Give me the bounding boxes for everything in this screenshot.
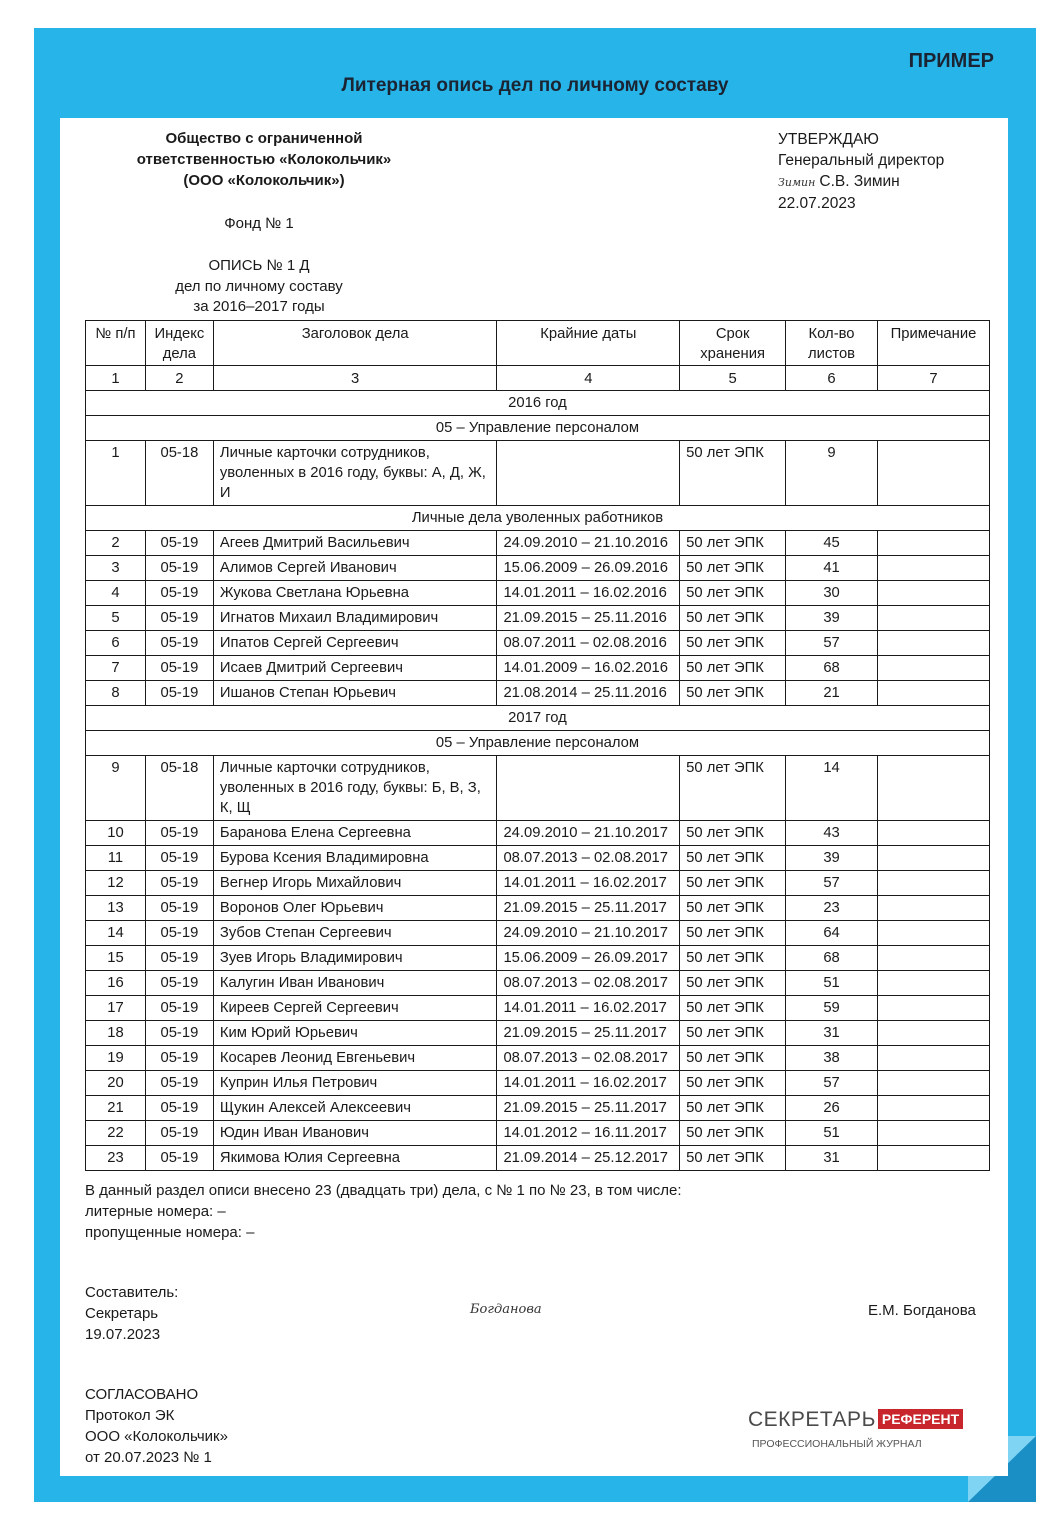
table-row (86, 921, 990, 946)
inventory-period: за 2016–2017 годы (193, 298, 325, 315)
cell-title: Юдин Иван Иванович (213, 1121, 497, 1146)
cell-sheets: 26 (786, 1096, 878, 1121)
cell-sheets: 51 (786, 1121, 878, 1146)
cell-note (878, 756, 990, 821)
cell-dates: 14.01.2011 – 16.02.2017 (497, 1071, 680, 1096)
cell-n: 22 (86, 1121, 146, 1146)
cell-dates: 15.06.2009 – 26.09.2017 (497, 946, 680, 971)
approver-position: Генеральный директор (778, 152, 945, 169)
table-body (86, 391, 990, 1171)
cell-title: Косарев Леонид Евгеньевич (213, 1046, 497, 1071)
cell-dates: 24.09.2010 – 21.10.2016 (497, 531, 680, 556)
cell-dates: 21.09.2014 – 25.12.2017 (497, 1146, 680, 1171)
cell-n: 13 (86, 896, 146, 921)
cell-n: 7 (86, 656, 146, 681)
cell-idx: 05-19 (145, 581, 213, 606)
cell-sheets: 38 (786, 1046, 878, 1071)
cell-note (878, 556, 990, 581)
table-row (86, 606, 990, 631)
table-row (86, 581, 990, 606)
cell-n: 17 (86, 996, 146, 1021)
cell-note (878, 656, 990, 681)
cell-sheets: 45 (786, 531, 878, 556)
cell-idx: 05-19 (145, 1121, 213, 1146)
table-row (86, 821, 990, 846)
cell-title: Щукин Алексей Алексеевич (213, 1096, 497, 1121)
org-line: ответственностью «Колокольчик» (136, 151, 392, 168)
section-row (86, 416, 990, 441)
cell-term: 50 лет ЭПК (680, 756, 786, 821)
cell-n: 11 (86, 846, 146, 871)
cell-sheets: 21 (786, 681, 878, 706)
cell-note (878, 631, 990, 656)
cell-dates: 21.09.2015 – 25.11.2017 (497, 896, 680, 921)
cell-sheets: 41 (786, 556, 878, 581)
cell-term: 50 лет ЭПК (680, 946, 786, 971)
cell-n: 2 (86, 531, 146, 556)
column-number-row (86, 366, 990, 391)
cell-term: 50 лет ЭПК (680, 441, 786, 506)
cell-term: 50 лет ЭПК (680, 996, 786, 1021)
cell-note (878, 1046, 990, 1071)
table-header-row (86, 321, 990, 366)
table-row (86, 656, 990, 681)
cell-term: 50 лет ЭПК (680, 971, 786, 996)
table-row (86, 946, 990, 971)
cell-idx: 05-19 (145, 996, 213, 1021)
section-row (86, 706, 990, 731)
table-row (86, 1071, 990, 1096)
cell-sheets: 9 (786, 441, 878, 506)
table-row (86, 441, 990, 506)
approval-date: 22.07.2023 (778, 195, 856, 212)
cell-idx: 05-19 (145, 656, 213, 681)
cell-title: Куприн Илья Петрович (213, 1071, 497, 1096)
cell-n: 20 (86, 1071, 146, 1096)
cell-term: 50 лет ЭПК (680, 1146, 786, 1171)
cell-title: Зубов Степан Сергеевич (213, 921, 497, 946)
org-line: Общество с ограниченной (165, 130, 363, 147)
column-header: Примечание (878, 321, 990, 366)
cell-n: 4 (86, 581, 146, 606)
cell-term: 50 лет ЭПК (680, 1021, 786, 1046)
cell-n: 16 (86, 971, 146, 996)
cell-n: 5 (86, 606, 146, 631)
table-row (86, 846, 990, 871)
cell-term: 50 лет ЭПК (680, 606, 786, 631)
approval-header: УТВЕРЖДАЮ (778, 131, 879, 148)
cell-dates: 14.01.2012 – 16.11.2017 (497, 1121, 680, 1146)
column-number: 7 (878, 366, 990, 391)
cell-sheets: 64 (786, 921, 878, 946)
cell-term: 50 лет ЭПК (680, 631, 786, 656)
cell-idx: 05-19 (145, 631, 213, 656)
table-row (86, 681, 990, 706)
cell-sheets: 23 (786, 896, 878, 921)
cell-title: Калугин Иван Иванович (213, 971, 497, 996)
cell-term: 50 лет ЭПК (680, 896, 786, 921)
cell-idx: 05-19 (145, 606, 213, 631)
column-header: Срок хранения (680, 321, 786, 366)
inventory-subject: дел по личному составу (175, 277, 343, 295)
cell-note (878, 871, 990, 896)
cell-dates (497, 441, 680, 506)
agreement-line: Протокол ЭК (85, 1407, 175, 1424)
cell-n: 14 (86, 921, 146, 946)
composer-signature: Богданова (470, 1302, 542, 1317)
table-row (86, 1096, 990, 1121)
table-row (86, 1146, 990, 1171)
summary-line: литерные номера: – (85, 1203, 226, 1220)
table-row (86, 531, 990, 556)
cell-term: 50 лет ЭПК (680, 1121, 786, 1146)
agreement-block (85, 1384, 228, 1468)
cell-n: 18 (86, 1021, 146, 1046)
cell-idx: 05-19 (145, 531, 213, 556)
table-row (86, 631, 990, 656)
cell-sheets: 39 (786, 846, 878, 871)
journal-logo (748, 1408, 963, 1450)
cell-title: Бурова Ксения Владимировна (213, 846, 497, 871)
cell-term: 50 лет ЭПК (680, 681, 786, 706)
cell-sheets: 68 (786, 656, 878, 681)
cell-idx: 05-18 (145, 756, 213, 821)
cell-note (878, 1121, 990, 1146)
sample-label: ПРИМЕР (908, 50, 994, 72)
cell-dates: 24.09.2010 – 21.10.2017 (497, 921, 680, 946)
summary-line: пропущенные номера: – (85, 1224, 255, 1241)
cell-title: Личные карточки сотрудников, уволенных в 2016 году, буквы: А, Д, Ж, И (213, 441, 497, 506)
cell-title: Исаев Дмитрий Сергеевич (213, 656, 497, 681)
cell-sheets: 51 (786, 971, 878, 996)
cell-idx: 05-19 (145, 681, 213, 706)
cell-sheets: 57 (786, 631, 878, 656)
logo-word: СЕКРЕТАРЬ (748, 1408, 876, 1431)
cell-sheets: 59 (786, 996, 878, 1021)
column-header: Крайние даты (497, 321, 680, 366)
table-row (86, 1121, 990, 1146)
cell-term: 50 лет ЭПК (680, 556, 786, 581)
section-title: 05 – Управление персоналом (86, 731, 990, 756)
cell-sheets: 39 (786, 606, 878, 631)
cell-title: Игнатов Михаил Владимирович (213, 606, 497, 631)
cell-note (878, 971, 990, 996)
cell-dates: 14.01.2011 – 16.02.2017 (497, 996, 680, 1021)
inventory-number: ОПИСЬ № 1 Д (208, 257, 310, 274)
cell-dates: 08.07.2011 – 02.08.2016 (497, 631, 680, 656)
agreement-line: ООО «Колокольчик» (85, 1428, 228, 1445)
column-number: 3 (213, 366, 497, 391)
column-number: 4 (497, 366, 680, 391)
composer-name: Е.М. Богданова (868, 1302, 976, 1319)
cell-dates: 14.01.2011 – 16.02.2017 (497, 871, 680, 896)
cell-note (878, 996, 990, 1021)
table-row (86, 1046, 990, 1071)
cell-title: Зуев Игорь Владимирович (213, 946, 497, 971)
cell-dates: 15.06.2009 – 26.09.2016 (497, 556, 680, 581)
agreement-line: СОГЛАСОВАНО (85, 1386, 199, 1403)
column-header: Индекс дела (145, 321, 213, 366)
cell-note (878, 1071, 990, 1096)
cell-n: 15 (86, 946, 146, 971)
section-title: 2017 год (86, 706, 990, 731)
approval-block (778, 129, 944, 214)
column-header: № п/п (86, 321, 146, 366)
cell-note (878, 921, 990, 946)
cell-dates: 14.01.2011 – 16.02.2016 (497, 581, 680, 606)
cell-dates: 08.07.2013 – 02.08.2017 (497, 846, 680, 871)
cell-title: Ипатов Сергей Сергеевич (213, 631, 497, 656)
cell-idx: 05-19 (145, 1046, 213, 1071)
cell-title: Киреев Сергей Сергеевич (213, 996, 497, 1021)
cell-term: 50 лет ЭПК (680, 656, 786, 681)
cell-title: Ишанов Степан Юрьевич (213, 681, 497, 706)
table-row (86, 756, 990, 821)
cell-idx: 05-19 (145, 1146, 213, 1171)
cell-n: 1 (86, 441, 146, 506)
cell-n: 23 (86, 1146, 146, 1171)
cell-title: Жукова Светлана Юрьевна (213, 581, 497, 606)
table-row (86, 896, 990, 921)
column-header: Кол-во листов (786, 321, 878, 366)
section-title: 2016 год (86, 391, 990, 416)
cell-n: 8 (86, 681, 146, 706)
cell-title: Агеев Дмитрий Васильевич (213, 531, 497, 556)
cell-term: 50 лет ЭПК (680, 1046, 786, 1071)
cell-dates: 21.09.2015 – 25.11.2017 (497, 1021, 680, 1046)
org-line: (ООО «Колокольчик») (183, 172, 345, 189)
cell-dates (497, 756, 680, 821)
cell-title: Воронов Олег Юрьевич (213, 896, 497, 921)
cell-idx: 05-19 (145, 846, 213, 871)
cell-idx: 05-19 (145, 1071, 213, 1096)
cell-idx: 05-19 (145, 1021, 213, 1046)
column-number: 2 (145, 366, 213, 391)
cell-title: Вегнер Игорь Михайлович (213, 871, 497, 896)
table-row (86, 996, 990, 1021)
cell-n: 10 (86, 821, 146, 846)
section-row (86, 731, 990, 756)
table-row (86, 971, 990, 996)
cell-note (878, 531, 990, 556)
section-row (86, 391, 990, 416)
cell-sheets: 68 (786, 946, 878, 971)
cell-n: 21 (86, 1096, 146, 1121)
column-header: Заголовок дела (213, 321, 497, 366)
cell-term: 50 лет ЭПК (680, 1096, 786, 1121)
cell-idx: 05-19 (145, 1096, 213, 1121)
cell-note (878, 681, 990, 706)
section-title: 05 – Управление персоналом (86, 416, 990, 441)
cell-note (878, 441, 990, 506)
cell-idx: 05-19 (145, 556, 213, 581)
cell-title: Личные карточки сотрудников, уволенных в 2016 году, буквы: Б, В, З, К, Щ (213, 756, 497, 821)
cell-dates: 24.09.2010 – 21.10.2017 (497, 821, 680, 846)
cell-idx: 05-19 (145, 946, 213, 971)
cell-note (878, 1021, 990, 1046)
cell-dates: 21.09.2015 – 25.11.2016 (497, 606, 680, 631)
cell-term: 50 лет ЭПК (680, 846, 786, 871)
cell-term: 50 лет ЭПК (680, 1071, 786, 1096)
section-title: Личные дела уволенных работников (86, 506, 990, 531)
cell-sheets: 43 (786, 821, 878, 846)
cell-term: 50 лет ЭПК (680, 921, 786, 946)
cell-note (878, 946, 990, 971)
cell-idx: 05-19 (145, 821, 213, 846)
cell-note (878, 581, 990, 606)
cell-term: 50 лет ЭПК (680, 581, 786, 606)
fund-number: Фонд № 1 (224, 215, 294, 232)
cell-sheets: 31 (786, 1021, 878, 1046)
section-row (86, 506, 990, 531)
cell-dates: 21.08.2014 – 25.11.2016 (497, 681, 680, 706)
cell-n: 3 (86, 556, 146, 581)
logo-subtitle: ПРОФЕССИОНАЛЬНЫЙ ЖУРНАЛ (752, 1438, 922, 1450)
cell-sheets: 57 (786, 1071, 878, 1096)
composer-label: Составитель: (85, 1284, 179, 1301)
cell-title: Алимов Сергей Иванович (213, 556, 497, 581)
cell-dates: 08.07.2013 – 02.08.2017 (497, 1046, 680, 1071)
page-title: Литерная опись дел по личному составу (341, 75, 729, 96)
inventory-table (85, 320, 990, 1171)
column-number: 6 (786, 366, 878, 391)
cell-n: 19 (86, 1046, 146, 1071)
cell-sheets: 30 (786, 581, 878, 606)
organization-block (114, 128, 414, 191)
agreement-line: от 20.07.2023 № 1 (85, 1449, 212, 1466)
cell-term: 50 лет ЭПК (680, 871, 786, 896)
cell-note (878, 1096, 990, 1121)
cell-idx: 05-19 (145, 971, 213, 996)
cell-title: Ким Юрий Юрьевич (213, 1021, 497, 1046)
table-row (86, 1021, 990, 1046)
composer-block (85, 1282, 178, 1345)
cell-idx: 05-19 (145, 921, 213, 946)
cell-title: Якимова Юлия Сергеевна (213, 1146, 497, 1171)
approver-line (778, 171, 944, 193)
director-signature: Зимин (778, 176, 816, 189)
summary-line: В данный раздел описи внесено 23 (двадцать три) дела, с № 1 по № 23, в том числе: (85, 1182, 682, 1199)
column-number: 1 (86, 366, 146, 391)
cell-idx: 05-19 (145, 871, 213, 896)
cell-note (878, 846, 990, 871)
composer-date: 19.07.2023 (85, 1326, 161, 1343)
cell-sheets: 14 (786, 756, 878, 821)
cell-n: 6 (86, 631, 146, 656)
cell-idx: 05-18 (145, 441, 213, 506)
table-row (86, 871, 990, 896)
table-row (86, 556, 990, 581)
cell-note (878, 821, 990, 846)
composer-position: Секретарь (85, 1305, 159, 1322)
inventory-heading (114, 256, 404, 318)
cell-idx: 05-19 (145, 896, 213, 921)
cell-sheets: 57 (786, 871, 878, 896)
summary-block (85, 1180, 682, 1243)
approver-name: С.В. Зимин (819, 173, 900, 190)
cell-dates: 08.07.2013 – 02.08.2017 (497, 971, 680, 996)
cell-note (878, 606, 990, 631)
cell-dates: 14.01.2009 – 16.02.2016 (497, 656, 680, 681)
cell-n: 12 (86, 871, 146, 896)
cell-note (878, 896, 990, 921)
column-number: 5 (680, 366, 786, 391)
cell-dates: 21.09.2015 – 25.11.2017 (497, 1096, 680, 1121)
logo-badge: РЕФЕРЕНТ (878, 1409, 963, 1429)
cell-term: 50 лет ЭПК (680, 531, 786, 556)
cell-title: Баранова Елена Сергеевна (213, 821, 497, 846)
cell-n: 9 (86, 756, 146, 821)
cell-note (878, 1146, 990, 1171)
cell-sheets: 31 (786, 1146, 878, 1171)
cell-term: 50 лет ЭПК (680, 821, 786, 846)
